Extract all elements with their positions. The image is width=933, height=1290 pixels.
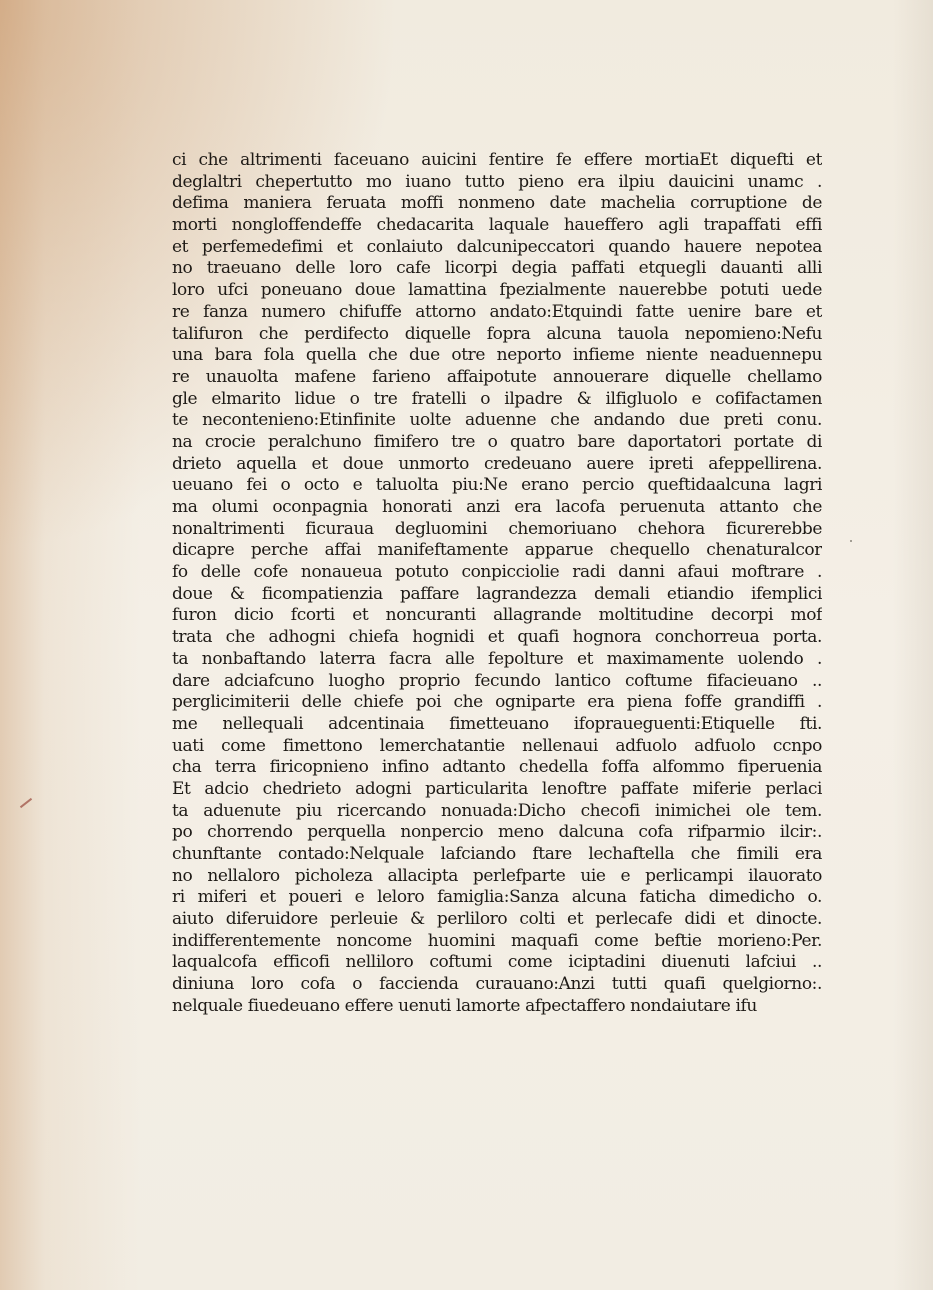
text-line: re fanza numero chifuffe attorno andato:Etquindi fatte uenire bare et	[172, 301, 822, 322]
text-line: trata che adhogni chiefa hognidi et quafi hognora conchorreua porta.	[172, 627, 822, 648]
text-line: Et adcio chedrieto adogni particularita lenoftre paffate miferie perlaci	[172, 778, 822, 799]
text-line: doue & ficompatienzia paffare lagrandezza demali etiandio ifemplici	[172, 583, 822, 604]
text-line: morti nongloffendeffe chedacarita laquale haueffero agli trapaffati effi	[172, 215, 822, 236]
text-line: una bara fola quella che due otre neporto infieme niente neaduennepu	[172, 345, 822, 366]
text-line: no nellaloro picholeza allacipta perlefparte uie e perlicampi ilauorato	[172, 865, 822, 886]
text-line: ri miferi et poueri e leloro famiglia:Sanza alcuna faticha dimedicho o.	[172, 887, 822, 908]
text-line: uati come fimettono lemerchatantie nellenaui adfuolo adfuolo ccnpo	[172, 735, 822, 756]
text-line: fo delle cofe nonaueua potuto conpicciolie radi danni afaui moftrare .	[172, 562, 822, 583]
text-line: indifferentemente noncome huomini maquafi come beftie morieno:Per.	[172, 930, 822, 951]
text-line: chunftante contado:Nelquale lafciando ftare lechaftella che fimili era	[172, 844, 822, 864]
text-line: nonaltrimenti ficuraua degluomini chemoriuano chehora ficurerebbe	[172, 518, 822, 539]
text-line: aiuto diferuidore perleuie & perliloro colti et perlecafe didi et dinocte.	[172, 909, 822, 930]
text-line: po chorrendo perquella nonpercio meno dalcuna cofa rifparmio ilcir:.	[172, 822, 822, 843]
text-line: ta aduenute piu ricercando nonuada:Dicho checofi inimichei ole tem.	[172, 800, 822, 821]
text-line: nelquale fiuedeuano effere uenuti lamorte afpectaffero nondaiutare ifu	[172, 995, 757, 1016]
text-line: na crocie peralchuno fimifero tre o quatro bare daportatori portate di	[172, 431, 822, 452]
text-line: perglicimiterii delle chiefe poi che ogniparte era piena foffe grandiffi .	[172, 692, 822, 713]
text-line: dicapre perche affai manifeftamente apparue chequello chenaturalcor	[172, 540, 822, 561]
margin-mark	[20, 798, 32, 808]
margin-dot	[850, 540, 852, 542]
text-line: me nellequali adcentinaia fimetteuano ifopraueguenti:Etiquelle fti.	[172, 713, 822, 734]
text-line: defima maniera feruata moffi nonmeno date machelia corruptione de	[172, 193, 822, 214]
text-column	[172, 150, 822, 1018]
text-line: ci che altrimenti faceuano auicini fentire fe effere mortiaEt diquefti et	[172, 150, 822, 170]
text-line: te necontenieno:Etinfinite uolte aduenne che andando due preti conu.	[172, 410, 822, 431]
text-line: ta nonbaftando laterra facra alle fepolture et maximamente uolendo .	[172, 648, 822, 669]
text-line: drieto aquella et doue unmorto credeuano auere ipreti afeppellirena.	[172, 453, 822, 474]
text-line: cha terra firicopnieno infino adtanto chedella foffa alfommo fiperuenia	[172, 757, 822, 778]
text-line: dare adciafcuno luogho proprio fecundo lantico coftume fifacieuano ..	[172, 670, 822, 691]
text-line: ma olumi oconpagnia honorati anzi era lacofa peruenuta attanto che	[172, 497, 822, 517]
text-line: talifuron che perdifecto diquelle fopra alcuna tauola nepomieno:Nefu	[172, 323, 822, 344]
text-line: gle elmarito lidue o tre fratelli o ilpadre & ilfigluolo e cofifactamen	[172, 388, 822, 409]
text-line: ueuano fei o octo e taluolta piu:Ne erano percio queftidaalcuna lagri	[172, 475, 822, 496]
text-line: re unauolta mafene farieno affaipotute annouerare diquelle chellamo	[172, 366, 822, 387]
text-line: furon dicio fcorti et noncuranti allagrande moltitudine decorpi mof	[172, 605, 822, 626]
text-line: no traeuano delle loro cafe licorpi degia paffati etquegli dauanti alli	[172, 258, 822, 279]
text-line: loro ufci poneuano doue lamattina fpezialmente nauerebbe potuti uede	[172, 280, 822, 301]
text-line: diniuna loro cofa o facciendа curauano:Anzi tutti quafi quelgiorno:.	[172, 974, 822, 995]
text-line: laqualcofa efficofi nelliloro coftumi come iciptadini diuenuti lafciui ..	[172, 952, 822, 973]
text-line: et perfemedefimi et conlaiuto dalcunipeccatori quando hauere nepotea	[172, 236, 822, 257]
text-line: deglaltri chepertutto mo iuano tutto pieno era ilpiu dauicini unamc .	[172, 171, 822, 192]
